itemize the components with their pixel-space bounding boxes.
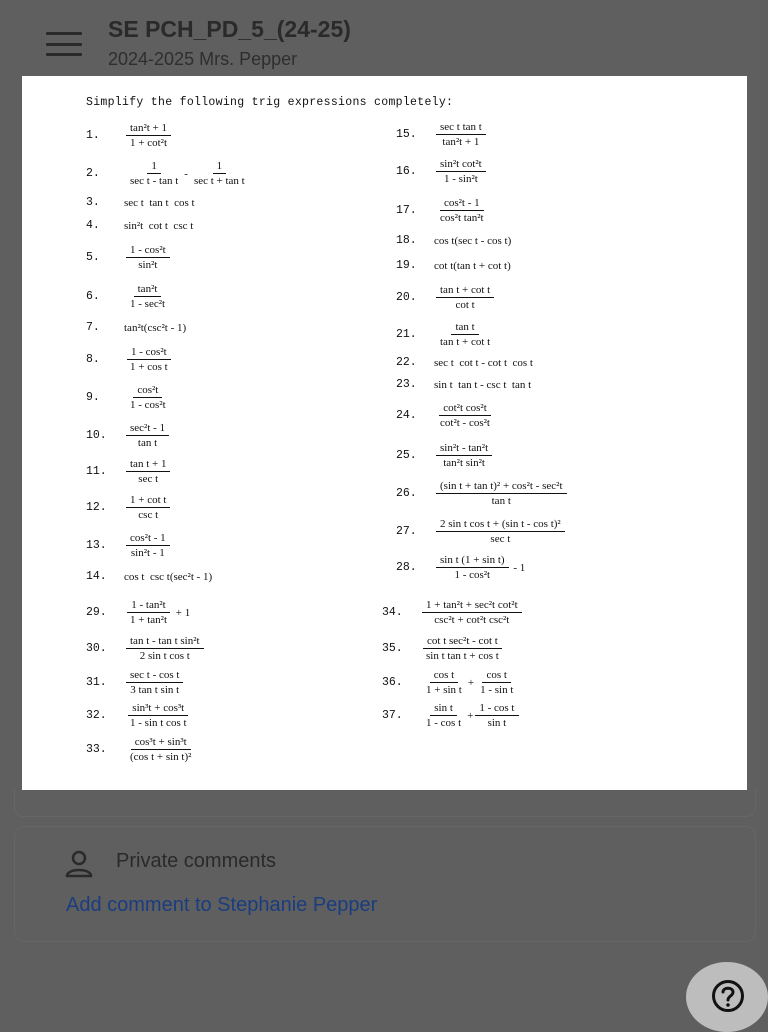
problem-3: 3. sec t tan t cos t: [86, 196, 195, 209]
problem-32: 32. $\frac{\text{sin³t + cos³t}}{\text{1 - sin t cos t}}$: [86, 702, 187, 729]
problem-7: 7. tan²t(csc²t - 1): [86, 321, 187, 334]
problem-31: 31. $\frac{\text{sec t - cos t}}{\text{3 tan t sin t}}$: [86, 669, 185, 696]
problem-29: 29. $\frac{\text{1 - tan²t}}{\text{1 + tan²t}}$ + 1: [86, 599, 191, 626]
problem-28: 28. $\frac{\text{sin t (1 + sin t)}}{\text{1 - cos²t}}$ - 1: [396, 554, 526, 581]
problem-5: 5. $\frac{\text{1 - cos²t}}{\text{sin²t}}$: [86, 244, 172, 271]
attachment-card-edge: [14, 788, 756, 817]
help-icon[interactable]: [711, 979, 745, 1013]
add-comment-link[interactable]: Add comment to Stephanie Pepper: [66, 894, 378, 916]
problem-14: 14. cos t csc t(sec²t - 1): [86, 570, 213, 583]
problem-12: 12. $\frac{\text{1 + cot t}}{\text{csc t}}$: [86, 494, 172, 521]
problem-26: 26. $\frac{\text{(sin t + tan t)² + cos²t - sec²t}}{\text{tan t}}$: [396, 480, 569, 507]
problem-11: 11. $\frac{\text{tan t + 1}}{\text{sec t}}$: [86, 458, 172, 485]
worksheet-heading: Simplify the following trig expressions completely:: [86, 96, 454, 109]
worksheet-image: [22, 76, 747, 790]
problem-6: 6. $\frac{\text{tan²t}}{\text{1 - sec²t}}$: [86, 283, 166, 310]
problem-15: 15. $\frac{\text{sec t tan t}}{\text{tan²t + 1}}$: [396, 121, 488, 148]
problem-22: 22. sec t cot t - cot t cos t: [396, 356, 533, 369]
private-comments-card: [14, 826, 756, 942]
person-icon: [64, 850, 94, 878]
problem-35: 35. $\frac{\text{cot t sec²t - cot t}}{\text{sin t tan t + cos t}}$: [382, 635, 505, 662]
problem-34: 34. $\frac{\text{1 + tan²t + sec²t cot²t}}{\text{csc²t + cot²t csc²t}}$: [382, 599, 524, 626]
problem-23: 23. sin t tan t - csc t tan t: [396, 378, 532, 391]
app-header: [0, 0, 768, 88]
problem-25: 25. $\frac{\text{sin²t - tan²t}}{\text{tan²t sin²t}}$: [396, 442, 494, 469]
problem-9: 9. $\frac{\text{cos²t}}{\text{1 - cos²t}}$: [86, 384, 166, 411]
menu-icon[interactable]: [46, 32, 82, 56]
problem-16: 16. $\frac{\text{sin²t cot²t}}{\text{1 - sin²t}}$: [396, 158, 488, 185]
problem-8: 8. $\frac{\text{1 - cos²t}}{\text{1 + cos t}}$: [86, 346, 174, 373]
problem-36: 36. $\frac{\text{cos t}}{\text{1 + sin t}}$ + $\frac{\text{cos t}}{\text{1 - sin t}}$: [382, 669, 514, 696]
page-subtitle: 2024-2025 Mrs. Pepper: [108, 49, 298, 69]
problem-33: 33. $\frac{\text{cos³t + sin³t}}{\text{(cos t + sin t)²}}$: [86, 736, 192, 763]
problem-21: 21. $\frac{\text{tan t}}{\text{tan t + cot t}}$: [396, 321, 491, 348]
problem-10: 10. $\frac{\text{sec²t - 1}}{\text{tan t}}$: [86, 422, 171, 449]
problem-19: 19. cot t(tan t + cot t): [396, 259, 511, 272]
problem-30: 30. $\frac{\text{tan t - tan t sin²t}}{\text{2 sin t cos t}}$: [86, 635, 206, 662]
problem-27: 27. $\frac{\text{2 sin t cos t + (sin t - cos t)²}}{\text{sec t}}$: [396, 518, 567, 545]
problem-2: 2. $\frac{1}{\text{sec t - tan t}}$ - $\frac{1}{\text{sec t + tan t}}$: [86, 160, 245, 187]
private-comments-label: Private comments: [116, 850, 277, 872]
problem-37: 37. $\frac{\text{sin t}}{\text{1 - cos t}}$ + $\frac{\text{1 - cos t}}{\text{sin t}}$: [382, 702, 521, 729]
problem-18: 18. cos t(sec t - cos t): [396, 234, 512, 247]
problem-1: 1. $\frac{\text{tan²t + 1}}{\text{1 + cot²t}}$: [86, 122, 173, 149]
problem-17: 17. $\frac{\text{cos²t - 1}}{\text{cos²t tan²t}}$: [396, 197, 484, 224]
page-title: SE PCH_PD_5_(24-25): [108, 16, 351, 42]
problem-13: 13. $\frac{\text{cos²t - 1}}{\text{sin²t - 1}}$: [86, 532, 172, 559]
problem-24: 24. $\frac{\text{cot²t cos²t}}{\text{cot²t - cos²t}}$: [396, 402, 490, 429]
problem-20: 20. $\frac{\text{tan t + cot t}}{\text{cot t}}$: [396, 284, 496, 311]
problem-4: 4. sin²t cot t csc t: [86, 219, 194, 232]
